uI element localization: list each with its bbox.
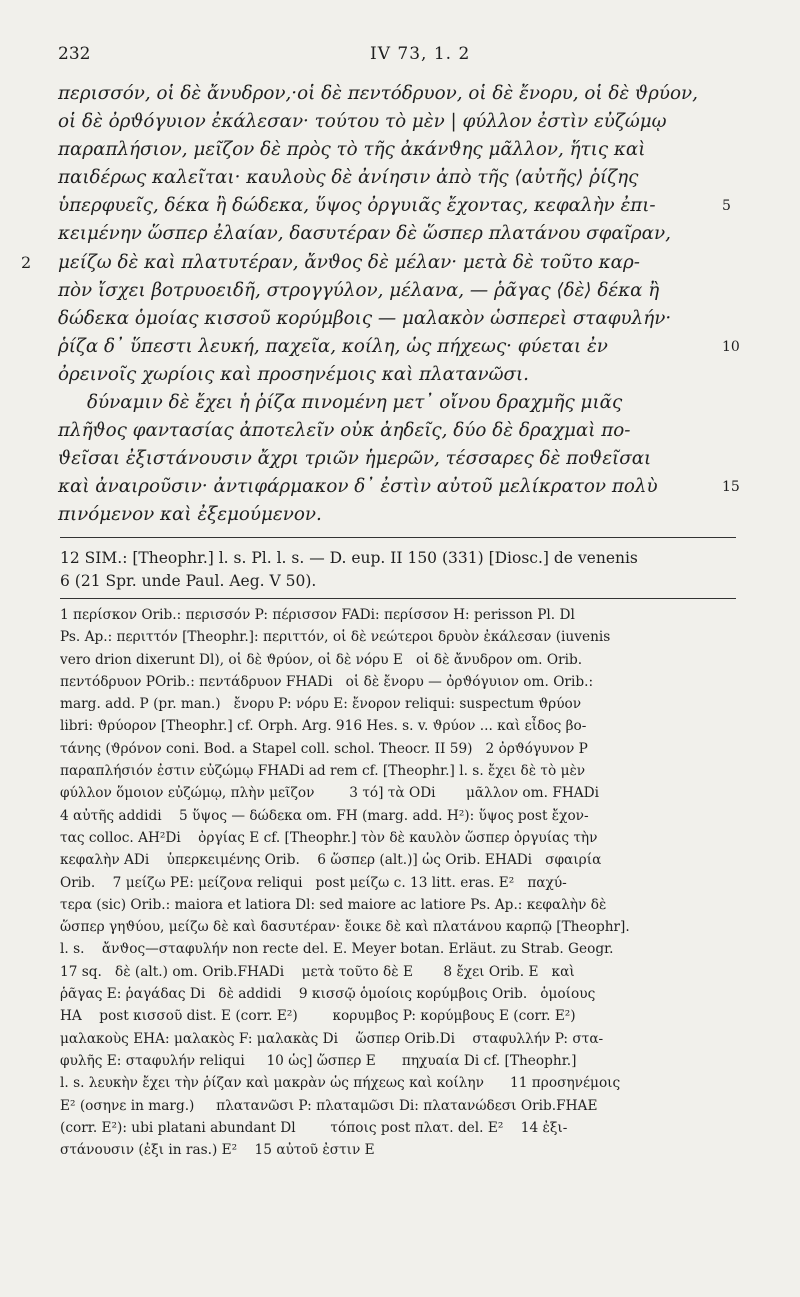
apparatus-line: φυλῆς E: σταφυλήν reliqui 10 ὡς] ὥσπερ E πηχυαία Di cf. [Theophr.] bbox=[60, 1052, 577, 1069]
text-line bbox=[58, 80, 722, 108]
apparatus-line: στάνουσιν (ἐξι in ras.) E² 15 αὐτοῦ ἐστιν E bbox=[60, 1142, 375, 1159]
text-line bbox=[58, 305, 722, 333]
apparatus-line: τερα (sic) Orib.: maiora et latiora Dl: sed maiore ac latiore Ps. Ap.: κεφαλὴν δὲ bbox=[60, 896, 607, 913]
apparatus-line: ὥσπερ γηϑύου, μείζω δὲ καὶ δασυτέραν· ἔοικε δὲ καὶ πλατάνου καρπῷ [Theophr]. bbox=[60, 919, 630, 936]
text-line bbox=[58, 277, 722, 305]
line-number: 10 bbox=[722, 338, 740, 355]
apparatus-line: Orib. 7 μείζω PE: μείζονα reliqui post μείζω c. 13 litt. eras. E² παχύ- bbox=[60, 874, 567, 891]
line-text: δύναμιν δὲ ἔχει ἡ ῥίζα πινομένη μετ᾽ οἴνου δραχμῆς μιᾶς bbox=[58, 392, 623, 414]
text-line bbox=[58, 164, 722, 192]
margin-chapter-number: 2 bbox=[21, 252, 32, 272]
testimonia-line: 6 (21 Spr. unde Paul. Aeg. V 50). bbox=[60, 572, 317, 590]
line-text: μείζω δὲ καὶ πλατυτέραν, ἄνϑος δὲ μέλαν· μετὰ δὲ τοῦτο καρ- bbox=[58, 251, 640, 273]
text-line bbox=[58, 192, 731, 220]
critical-apparatus bbox=[60, 604, 740, 1161]
apparatus-line: marg. add. P (pr. man.) ἔνορυ P: νόρυ E: ἔνορον reliqui: suspectum ϑρύον bbox=[60, 696, 582, 713]
line-number: 15 bbox=[722, 479, 740, 496]
line-text: παιδέρως καλεῖται· καυλοὺς δὲ ἀνίησιν ἀπὸ τῆς ⟨αὐτῆς⟩ ῥίζης bbox=[58, 167, 639, 189]
apparatus-line: HA post κισσοῦ dist. E (corr. E²) κορυμβος P: κορύμβους E (corr. E²) bbox=[60, 1008, 576, 1025]
main-text bbox=[21, 80, 740, 530]
line-text: παραπλήσιον, μεῖζον δὲ πρὸς τὸ τῆς ἀκάνϑης μᾶλλον, ἥτις καὶ bbox=[58, 139, 646, 161]
text-line bbox=[58, 389, 722, 417]
line-text: πινόμενον καὶ ἐξεμούμενον. bbox=[58, 504, 322, 526]
text-line bbox=[58, 333, 740, 361]
page-number: 232 bbox=[58, 44, 91, 64]
text-line bbox=[58, 501, 722, 529]
apparatus-line: πεντόδρυον POrib.: πεντάδρυον FHADi οἱ δὲ ἔνορυ — ὀρϑόγυιον om. Orib.: bbox=[60, 673, 594, 690]
apparatus-line: 1 περίσκον Orib.: περισσόν P: πέρισσον FADi: περίσσον H: perisson Pl. Dl bbox=[60, 607, 575, 623]
running-header bbox=[58, 44, 730, 68]
section-reference: IV 73, 1. 2 bbox=[370, 44, 471, 64]
testimonia-line: 12 SIM.: [Theophr.] l. s. Pl. l. s. — D. eup. II 150 (331) [Diosc.] de venenis bbox=[60, 549, 638, 567]
line-number: 5 bbox=[722, 198, 731, 215]
text-line bbox=[58, 445, 722, 473]
text-line bbox=[58, 136, 722, 164]
line-text: δώδεκα ὁμοίας κισσοῦ κορύμβοις — μαλακὸν ὡσπερεὶ σταφυλήν· bbox=[58, 307, 672, 329]
apparatus-line: Ps. Ap.: περιττόν [Theophr.]: περιττόν, οἱ δὲ νεώτεροι δρυὸν ἐκάλεσαν (iuvenis bbox=[60, 629, 611, 646]
line-text: κειμένην ὥσπερ ἐλαίαν, δασυτέραν δὲ ὥσπερ πλατάνου σφαῖραν, bbox=[58, 223, 671, 245]
divider-rule bbox=[60, 537, 736, 538]
apparatus-line: τας colloc. AH²Di ὀργίας E cf. [Theophr.] τὸν δὲ καυλὸν ὥσπερ ὀργυίας τὴν bbox=[60, 829, 598, 846]
text-line bbox=[58, 220, 722, 248]
line-text: ὀρεινοῖς χωρίοις καὶ προσηνέμοις καὶ πλατανῶσι. bbox=[58, 363, 529, 385]
apparatus-line: l. s. ἄνϑος—σταφυλήν non recte del. E. Meyer botan. Erläut. zu Strab. Geogr. bbox=[60, 941, 614, 958]
apparatus-line: ῥᾶγας E: ῥαγάδας Di δὲ addidi 9 κισσῷ ὁμοίοις κορύμβοις Orib. ὁμοίους bbox=[60, 986, 596, 1003]
apparatus-line: κεφαλὴν ADi ὑπερκειμένης Orib. 6 ὥσπερ (alt.)] ὡς Orib. EHADi σφαιρία bbox=[60, 852, 602, 869]
apparatus-line: vero drion dixerunt Dl), οἱ δὲ ϑρύον, οἱ δὲ νόρυ E οἱ δὲ ἄνυδρον om. Orib. bbox=[60, 651, 583, 668]
line-text: περισσόν, οἱ δὲ ἄνυδρον,·οἱ δὲ πεντόδρυον, οἱ δὲ ἔνορυ, οἱ δὲ ϑρύον, bbox=[58, 83, 698, 104]
line-text: ὑπερφυεῖς, δέκα ἢ δώδεκα, ὕψος ὀργυιᾶς ἔχοντας, κεφαλὴν ἐπι- bbox=[58, 195, 656, 217]
line-text: ϑεῖσαι ἐξιστάνουσιν ἄχρι τριῶν ἡμερῶν, τέσσαρες δὲ ποϑεῖσαι bbox=[58, 448, 652, 470]
line-text: οἱ δὲ ὀρϑόγυιον ἐκάλεσαν· τούτου τὸ μὲν | φύλλον ἐστὶν εὐζώμῳ bbox=[58, 111, 667, 133]
text-line bbox=[58, 473, 740, 501]
apparatus-line: l. s. λευκὴν ἔχει τὴν ῥίζαν καὶ μακρὰν ὡς πήχεως καὶ κοίλην 11 προσηνέμοις bbox=[60, 1075, 621, 1092]
testimonia bbox=[60, 547, 740, 593]
apparatus-line: 4 αὐτῆς addidi 5 ὕψος — δώδεκα om. FH (marg. add. H²): ὕψος post ἔχον- bbox=[60, 807, 589, 824]
line-text: ῥίζα δ᾽ ὕπεστι λευκή, παχεῖα, κοίλη, ὡς πήχεως· φύεται ἐν bbox=[58, 335, 608, 357]
text-line bbox=[58, 417, 722, 445]
apparatus-line: E² (οσηνε in marg.) πλατανῶσι P: πλαταμῶσι Di: πλατανώδεσι Orib.FHAE bbox=[60, 1097, 598, 1114]
text-line bbox=[58, 108, 722, 136]
line-text: καὶ ἀναιροῦσιν· ἀντιφάρμακον δ᾽ ἐστὶν αὐτοῦ μελίκρατον πολὺ bbox=[58, 476, 658, 498]
text-line bbox=[58, 361, 722, 389]
apparatus-line: τάνης (ϑρόνον coni. Bod. a Stapel coll. schol. Theocr. II 59) 2 ὀρϑόγυνον P bbox=[60, 740, 588, 757]
apparatus-line: (corr. E²): ubi platani abundant Dl τόποις post πλατ. del. E² 14 ἐξι- bbox=[60, 1119, 568, 1136]
line-text: πλῆϑος φαντασίας ἀποτελεῖν οὐκ ἀηδεῖς, δύο δὲ δραχμαὶ πο- bbox=[58, 420, 631, 442]
text-line bbox=[21, 249, 722, 277]
apparatus-line: παραπλήσιόν ἐστιν εὐζώμῳ FHADi ad rem cf. [Theophr.] l. s. ἔχει δὲ τὸ μὲν bbox=[60, 763, 586, 780]
apparatus-line: μαλακοὺς EHA: μαλακὸς F: μαλακὰς Di ὥσπερ Orib.Di σταφυλλήν P: στα- bbox=[60, 1030, 604, 1047]
apparatus-line: 17 sq. δὲ (alt.) om. Orib.FHADi μετὰ τοῦτο δὲ E 8 ἔχει Orib. E καὶ bbox=[60, 963, 575, 980]
line-text: πὸν ἴσχει βοτρυοειδῆ, στρογγύλον, μέλανα, — ῥᾶγας ⟨δὲ⟩ δέκα ἢ bbox=[58, 279, 660, 301]
apparatus-line: libri: ϑρύορον [Theophr.] cf. Orph. Arg. 916 Hes. s. v. ϑρύον ... καὶ εἶδος βο- bbox=[60, 718, 587, 735]
apparatus-line: φύλλον ὅμοιον εὐζώμῳ, πλὴν μεῖζον 3 τό] τὰ ODi μᾶλλον om. FHADi bbox=[60, 785, 600, 802]
divider-rule bbox=[60, 598, 736, 599]
